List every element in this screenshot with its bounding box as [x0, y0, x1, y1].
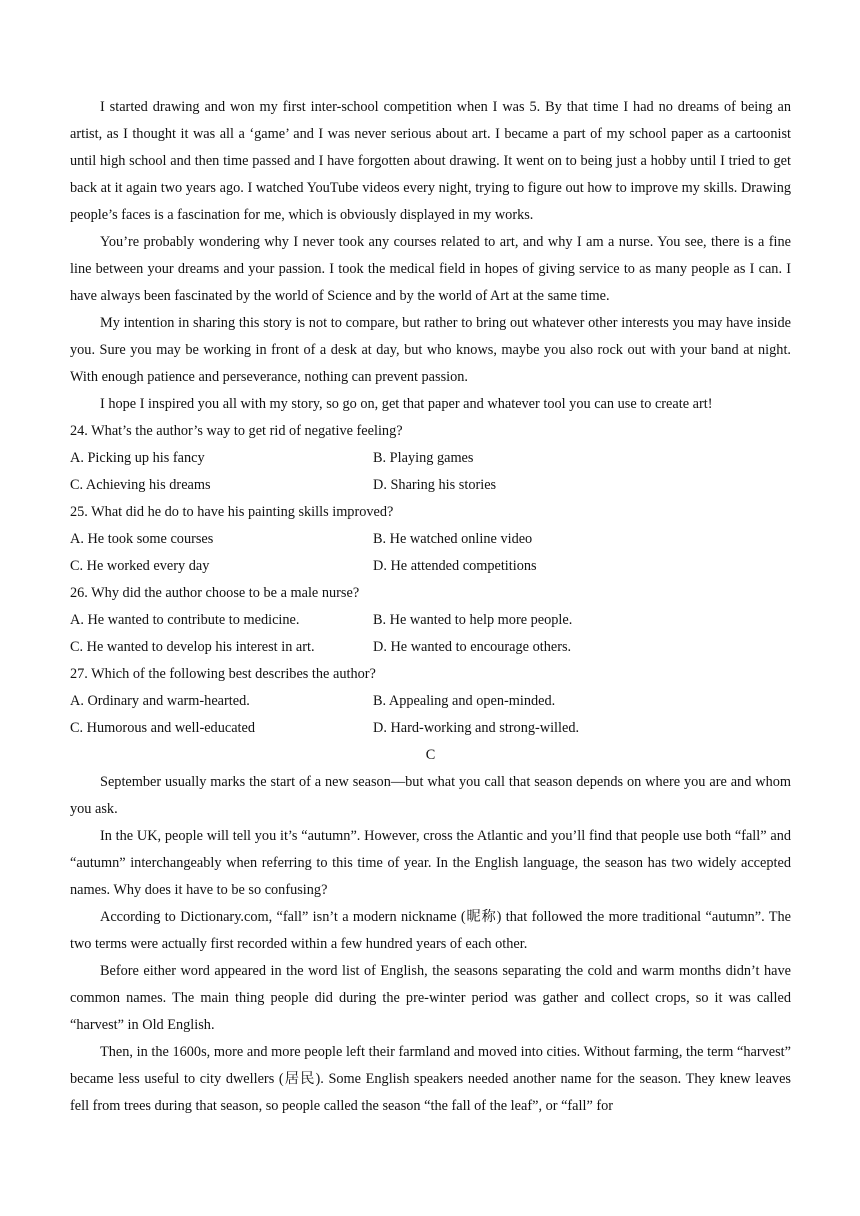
passage-paragraph: You’re probably wondering why I never took any courses related to art, and why I am a nurse. You see, there is a fine line between your dreams and your passion. I took the medical field in hopes of giving service to as many people as I can. I have always been fascinated by the world of Science and by the world of Art at the same time. [70, 234, 791, 304]
passage-paragraph: Then, in the 1600s, more and more people left their farmland and moved into cities. Without farming, the term “harvest” became less useful to city dwellers (居民). Some English speakers needed another name for the season. They knew leaves fell from trees during that season, so people called the season “the fall of the leaf”, or “fall” for [70, 1044, 791, 1114]
passage-paragraph: Before either word appeared in the word list of English, the seasons separating the cold and warm months didn’t have common names. The main thing people did during the pre-winter period was gather and collect crops, so it was called “harvest” in Old English. [70, 963, 791, 1033]
option-d: D. Sharing his stories [373, 477, 497, 493]
option-a: A. He took some courses [70, 531, 214, 547]
option-d: D. Hard-working and strong-willed. [373, 720, 580, 736]
question-24-stem: 24. What’s the author’s way to get rid of negative feeling? [70, 423, 403, 439]
question-26-options-row-1 [70, 607, 791, 634]
passage-paragraph: I started drawing and won my first inter-school competition when I was 5. By that time I had no dreams of being an artist, as I thought it was all a ‘game’ and I was never serious about art. I became a part of my school paper as a cartoonist until high school and then time passed and I have forgotten about drawing. It went on to being just a hobby until I tried to get back at it again two years ago. I watched YouTube videos every night, trying to figure out how to improve my skills. Drawing people’s faces is a fascination for me, which is obviously displayed in my works. [70, 99, 791, 223]
question-25-options-row-2 [70, 553, 791, 580]
question-25-options-row-1 [70, 526, 791, 553]
section-heading: C [425, 747, 436, 763]
passage-paragraph: September usually marks the start of a new season—but what you call that season depends on where you are and whom you ask. [70, 774, 791, 817]
option-c: C. Achieving his dreams [70, 477, 211, 493]
passage-paragraph: In the UK, people will tell you it’s “autumn”. However, cross the Atlantic and you’ll find that people use both “fall” and “autumn” interchangeably when referring to this time of year. In the English language, the season has two widely accepted names. Why does it have to be so confusing? [70, 828, 791, 898]
option-a: A. He wanted to contribute to medicine. [70, 612, 300, 628]
option-a: A. Ordinary and warm-hearted. [70, 693, 250, 709]
option-b: B. Appealing and open-minded. [373, 693, 556, 709]
passage-paragraph: According to Dictionary.com, “fall” isn’t a modern nickname (昵称) that followed the more traditional “autumn”. The two terms were actually first recorded within a few hundred years of each other. [70, 909, 791, 952]
option-b: B. He wanted to help more people. [373, 612, 573, 628]
option-b: B. Playing games [373, 450, 474, 466]
question-27-stem: 27. Which of the following best describes the author? [70, 666, 376, 682]
option-b: B. He watched online video [373, 531, 533, 547]
question-26-options-row-2 [70, 634, 791, 661]
option-c: C. He worked every day [70, 558, 210, 574]
question-24-options-row-1 [70, 445, 791, 472]
document-page [70, 94, 791, 1120]
option-c: C. He wanted to develop his interest in art. [70, 639, 315, 655]
option-a: A. Picking up his fancy [70, 450, 205, 466]
option-c: C. Humorous and well-educated [70, 720, 256, 736]
option-d: D. He wanted to encourage others. [373, 639, 572, 655]
question-27-options-row-2 [70, 715, 791, 742]
question-24-options-row-2 [70, 472, 791, 499]
passage-paragraph: I hope I inspired you all with my story, so go on, get that paper and whatever tool you can use to create art! [100, 396, 713, 412]
passage-paragraph: My intention in sharing this story is not to compare, but rather to bring out whatever other interests you may have inside you. Sure you may be working in front of a desk at day, but who knows, maybe you also rock out with your band at night. With enough patience and perseverance, nothing can prevent passion. [70, 315, 791, 385]
question-27-options-row-1 [70, 688, 791, 715]
option-d: D. He attended competitions [373, 558, 537, 574]
question-26-stem: 26. Why did the author choose to be a male nurse? [70, 585, 360, 601]
question-25-stem: 25. What did he do to have his painting skills improved? [70, 504, 394, 520]
